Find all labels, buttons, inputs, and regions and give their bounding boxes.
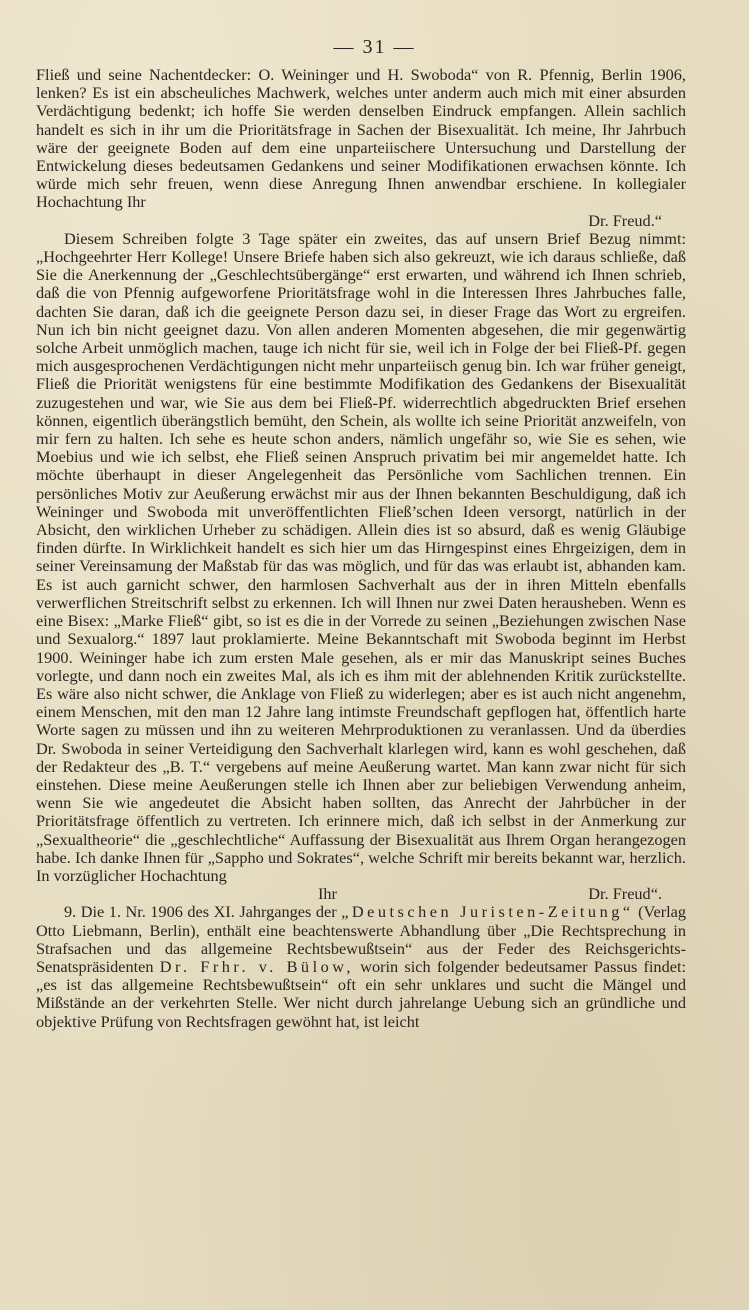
item-tail: worin sich folgender bedeutsamer Passus findet: „es ist das allgemeine Rechtsbewußtsein“ oft ein sehr unklares und sucht die Mängel und Mißstände an der verkehrten Stelle. Wer nicht durch jahrelange Uebung sich an gründliche und objektive Prüfung von Rechtsfragen gewöhnt hat, ist leicht bbox=[36, 956, 686, 1031]
paragraph-letter-2: Diesem Schreiben folgte 3 Tage später ein zweites, das auf unsern Brief Bezug nimmt: „Hochgeehrter Herr Kollege! Unsere Briefe haben sich also gekreuzt, wie ich daraus schließe, daß Sie die Anerkennung der „Geschlechtsübergänge“ erst erwarten, und während ich Ihnen schrieb, daß die von Pfennig aufgeworfene Prioritätsfrage wohl in die Interessen Ihres Jahrbuches falle, dachten Sie daran, daß ich die geeignete Person dazu sei, in dieser Frage das Wort zu ergreifen. Nun ich bin nicht geeignet dazu. Von allen anderen Momenten abgesehen, die mir gegenwärtig solche Arbeit unmöglich machen, tauge ich nicht für sie, weil ich in Folge der bei Fließ-Pf. gegen mich ausgesprochenen Verdächtigungen nicht mehr unparteiisch genug bin. Ich war früher geneigt, Fließ die Priorität wenigstens für eine bestimmte Modifikation des Gedankens der Bisexualität zuzugestehen und war, wie Sie aus dem bei Fließ-Pf. widerrechtlich abgedruckten Brief ersehen können, eigentlich überängstlich bemüht, den Schein, als wollte ich seine Priorität anzweifeln, von mir fern zu halten. Ich sehe es heute schon anders, nämlich ungefähr so, wie Sie es sehen, wie Moebius und wie ich selbst, ehe Fließ seinen Anspruch privatim bei mir angemeldet hatte. Ich möchte überhaupt in dieser Angelegenheit das Persönliche vom Sachlichen trennen. Ein persönliches Motiv zur Aeußerung erwächst mir aus der Ihnen bekannten Beschuldigung, daß ich Weininger und Swoboda mit unveröffentlichten Fließ’schen Ideen versorgt, natürlich in der Absicht, den wirklichen Urheber zu schädigen. Allein dies ist so absurd, daß es wenig Gläubige finden dürfte. In Wirklichkeit handelt es sich hier um das Hirngespinst eines Ehrgeizigen, dem in seiner Vereinsamung der Maßstab für das was möglich, und für das was erlaubt ist, abhanden kam. Es ist auch garnicht schwer, den harmlosen Sachverhalt aus der in ihren Mitteln ebenfalls verwerflichen Streitschrift selbst zu erkennen. Ich will Ihnen nur zwei Daten herausheben. Wenn es eine Bisex: „Marke Fließ“ gibt, so ist es die in der Vorrede zu seinen „Beziehungen zwischen Nase und Sexualorg.“ 1897 laut proklamierte. Meine Bekanntschaft mit Swoboda beginnt im Herbst 1900. Weininger habe ich zum ersten Male gesehen, als er mir das Manuskript seines Buches vorlegte, und dann noch ein zweites Mal, als ich es ihm mit der ablehnenden Kritik zurückstellte. Es wäre also nicht schwer, die Anklage von Fließ zu widerlegen; aber es ist auch nicht angenehm, einem Menschen, mit den man 12 Jahre lang intimste Freundschaft gepflogen hat, öffentlich harte Worte sagen zu müssen und ihn zu weiteren Mehrproduktionen zu veranlassen. Und da überdies Dr. Swoboda in seiner Verteidigung den Sachverhalt klarlegen wird, kann es wohl geschehen, daß der Redakteur des „B. T.“ vergebens auf meine Aeußerung wartet. Man kann zwar nicht für sich einstehen. Diese meine Aeußerungen stelle ich Ihnen aber zur beliebigen Verwendung anheim, wenn Sie wie angedeutet die Absicht haben sollten, das Anrecht der Jahrbücher in der Prioritätsfrage öffentlich zu vertreten. Ich erinnere mich, daß ich selbst in der Anmerkung zur „Sexualtheorie“ die „geschlechtliche“ Auffassung der Bisexualität aus Ihrem Organ herangezogen habe. Ich danke Ihnen für „Sappho und Sokrates“, welche Schrift mir bereits bekannt war, herzlich. In vorzüglicher Hochachtung bbox=[36, 228, 686, 885]
page-number: — 31 — bbox=[333, 36, 416, 58]
item-number: 9. bbox=[64, 902, 77, 922]
journal-title: „Deutschen Juristen-Zeitung“ bbox=[341, 902, 634, 922]
signature-2 bbox=[36, 885, 686, 903]
body-text bbox=[36, 66, 686, 1031]
author-name: Dr. Frhr. v. Bülow, bbox=[159, 956, 355, 976]
signature-2-name: Dr. Freud“. bbox=[588, 884, 662, 904]
item-lead: Die 1. Nr. 1906 des XI. Jahrganges der bbox=[80, 902, 337, 922]
signature-2-ihr: Ihr bbox=[318, 884, 337, 904]
item-mid: (Verlag Otto Liebmann, Berlin), enthält eine beachtenswerte Abhandlung über „Die Rechtsprechung in Strafsachen und das allgemeine Rechtsbewußtsein“ aus der Feder des Reichsgerichts-Senatspräsidenten bbox=[36, 902, 687, 976]
paragraph-item-9 bbox=[36, 903, 686, 1030]
signature-1: Dr. Freud.“ bbox=[588, 210, 662, 230]
paragraph-letter-1: Fließ und seine Nachentdecker: O. Weininger und H. Swoboda“ von R. Pfennig, Berlin 1906, lenken? Es ist ein abscheuliches Machwerk, welches unter anderm auch mich mit einer absurden Verdächtigung bedenkt; ich hoffe Sie werden denselben Eindruck empfangen. Allein sachlich handelt es sich in ihr um die Prioritätsfrage in Sachen der Bisexualität. Ich meine, Ihr Jahrbuch wäre der geeignete Boden auf dem eine unparteiischere Untersuchung und Darstellung der Entwickelung dieses bedeutsamen Gedankens und seiner Modifikationen erwachsen könnte. Ich würde mich sehr freuen, wenn diese Anregung Ihnen anwendbar erschiene. In kollegialer Hochachtung Ihr bbox=[36, 65, 686, 212]
